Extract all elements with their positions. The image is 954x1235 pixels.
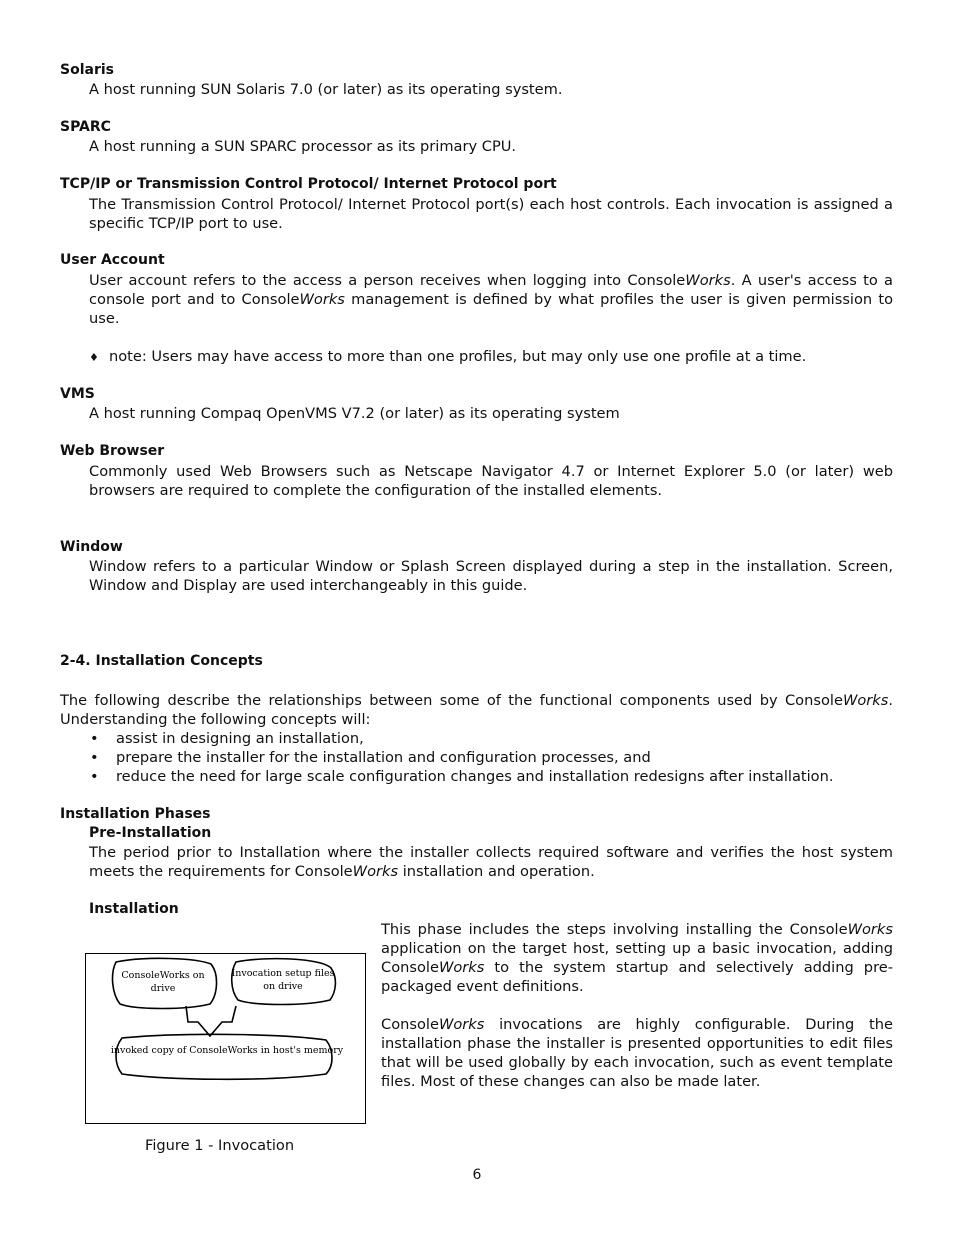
- term-web-browser: Web Browser: [60, 443, 165, 459]
- bubble-left-line2: drive: [150, 983, 176, 994]
- installation-paragraph-1: This phase includes the steps involving installing the ConsoleWorks application on the target host, setting up a basic invocation, adding ConsoleWorks to the system startup and selectively adding pre-packaged event definitions.: [381, 921, 893, 995]
- bubble-right-line1: Invocation setup files: [231, 968, 335, 979]
- phases-heading: Installation Phases: [60, 806, 211, 822]
- bubble-left-line1: ConsoleWorks on: [121, 970, 205, 981]
- term-user-account: User Account: [60, 252, 165, 268]
- concept-bullet: [60, 767, 893, 786]
- term-vms: VMS: [60, 386, 95, 402]
- bubble-bottom-text: invoked copy of ConsoleWorks in host's memory: [110, 1045, 344, 1056]
- profile-note: [89, 347, 806, 367]
- definition-vms: A host running Compaq OpenVMS V7.2 (or later) as its operating system: [89, 405, 620, 422]
- definition-user-account: User account refers to the access a person receives when logging into ConsoleWorks. A user's access to a console port and to ConsoleWorks management is defined by what profiles the user is given permission to use.: [89, 272, 893, 327]
- term-solaris: Solaris: [60, 62, 114, 78]
- term-window: Window: [60, 539, 123, 555]
- concept-bullet: [60, 748, 893, 767]
- pre-installation-text: The period prior to Installation where the installer collects required software and verifies the host system meets the requirements for ConsoleWorks installation and operation.: [89, 844, 893, 880]
- pre-installation-title: Pre-Installation: [89, 825, 212, 841]
- installation-paragraph-2: ConsoleWorks invocations are highly configurable. During the installation phase the installer is presented opportunities to edit files that will be used globally by each invocation, such as event template files. Most of these changes can also be made later.: [381, 1016, 893, 1090]
- figure-caption: Figure 1 - Invocation: [145, 1137, 295, 1154]
- definition-sparc: A host running a SUN SPARC processor as its primary CPU.: [89, 138, 517, 155]
- merge-arrow-icon: [186, 1006, 236, 1036]
- definition-web-browser: Commonly used Web Browsers such as Netscape Navigator 4.7 or Internet Explorer 5.0 (or later) web browsers are required to complete the configuration of the installed elements.: [89, 463, 893, 499]
- concept-bullet-text: assist in designing an installation,: [116, 730, 364, 747]
- definition-tcpip: The Transmission Control Protocol/ Internet Protocol port(s) each host controls. Each invocation is assigned a specific TCP/IP port to use.: [89, 196, 893, 232]
- term-tcpip: TCP/IP or Transmission Control Protocol/ Internet Protocol port: [60, 176, 557, 192]
- memory-bubble: [116, 1034, 332, 1079]
- diamond-bullet-icon: ♦: [89, 351, 99, 364]
- definition-solaris: A host running SUN Solaris 7.0 (or later) as its operating system.: [89, 81, 563, 98]
- concept-bullet-text: reduce the need for large scale configuration changes and installation redesigns after installation.: [116, 768, 834, 785]
- bullet-icon: •: [90, 749, 99, 766]
- invocation-diagram: [86, 954, 365, 1123]
- bubble-right-line2: on drive: [263, 981, 303, 992]
- page-number: 6: [472, 1167, 482, 1183]
- bullet-icon: •: [90, 730, 99, 747]
- term-sparc: SPARC: [60, 119, 111, 135]
- note-text: note: Users may have access to more than one profiles, but may only use one profile at a time.: [109, 348, 807, 365]
- concept-bullet: [60, 729, 893, 748]
- bullet-icon: •: [90, 768, 99, 785]
- invocation-figure: [85, 953, 366, 1124]
- installation-title: Installation: [89, 901, 179, 917]
- concept-bullet-text: prepare the installer for the installation and configuration processes, and: [116, 749, 651, 766]
- section-heading: 2-4. Installation Concepts: [60, 653, 263, 669]
- definition-window: Window refers to a particular Window or Splash Screen displayed during a step in the installation. Screen, Window and Display are used interchangeably in this guide.: [89, 558, 893, 594]
- section-intro: The following describe the relationships between some of the functional components used by ConsoleWorks. Understanding the following concepts will:: [60, 692, 893, 728]
